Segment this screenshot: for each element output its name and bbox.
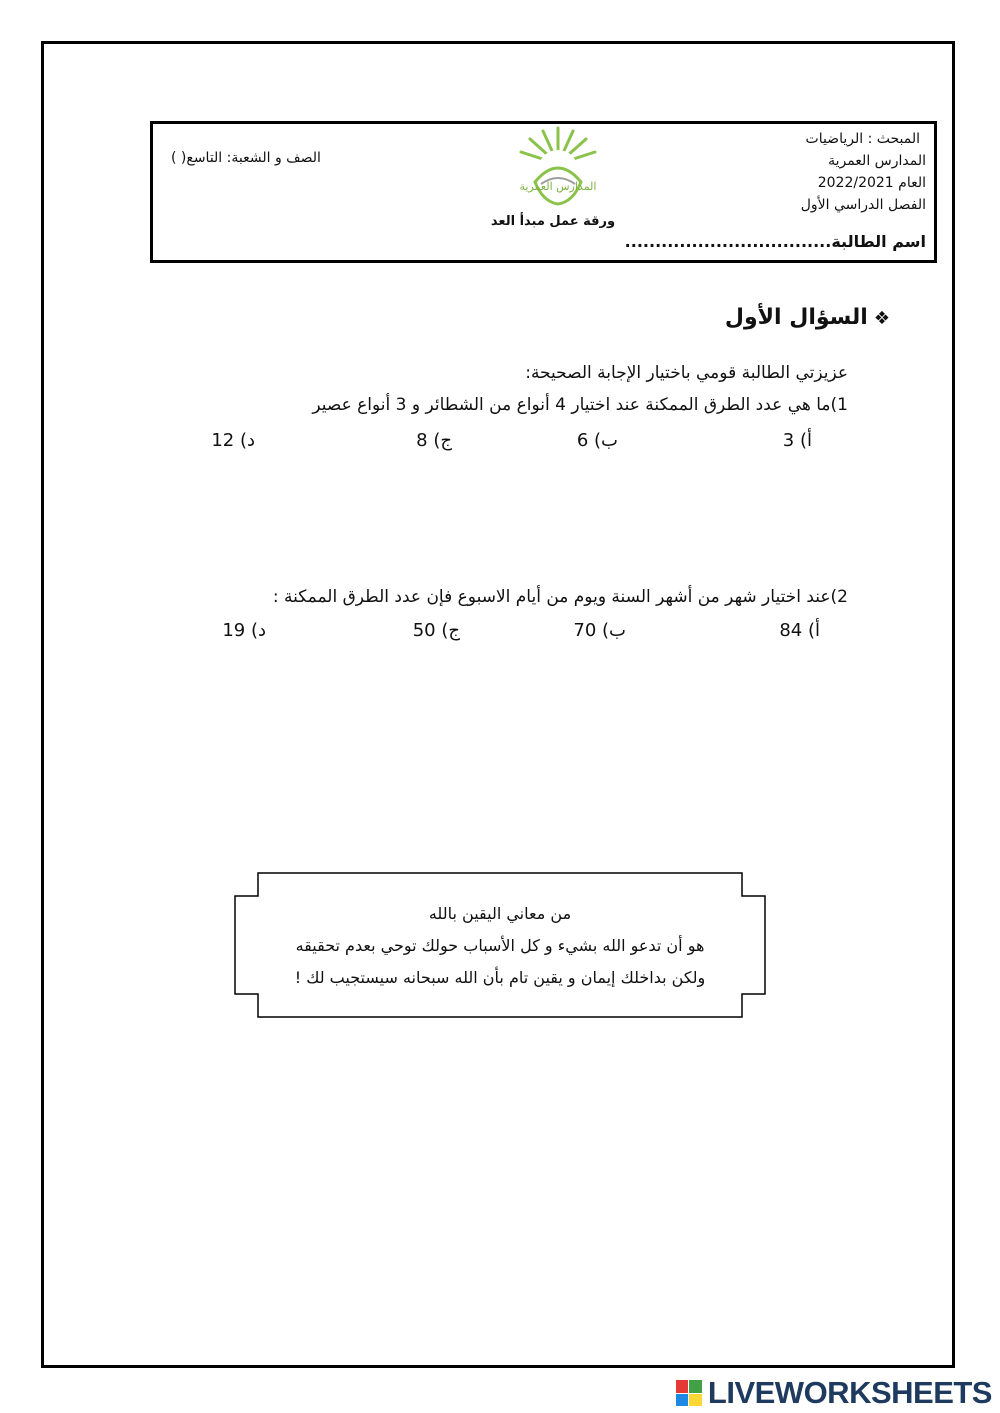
quote-text bbox=[254, 898, 746, 994]
school-logo bbox=[513, 124, 603, 212]
school-name: المدارس العمرية bbox=[828, 153, 926, 169]
brand-icon bbox=[676, 1380, 702, 1406]
question-heading-text: السؤال الأول bbox=[724, 305, 868, 330]
q2-option-d[interactable]: د) 19 bbox=[222, 620, 266, 641]
academic-year: العام 2022/2021 bbox=[817, 175, 926, 191]
subject-label: المبحث : الرياضيات bbox=[805, 131, 920, 147]
liveworksheets-logo[interactable] bbox=[676, 1376, 992, 1410]
q2-option-a[interactable]: أ) 84 bbox=[779, 620, 820, 641]
semester-label: الفصل الدراسي الأول bbox=[800, 197, 926, 213]
q2-option-c[interactable]: ج) 50 bbox=[412, 620, 460, 641]
question-heading bbox=[725, 305, 890, 330]
q1-option-a[interactable]: أ) 3 bbox=[782, 430, 812, 451]
worksheet-header bbox=[150, 121, 937, 263]
q2-option-b[interactable]: ب) 70 bbox=[573, 620, 626, 641]
quote-line-2: هو أن تدعو الله بشيء و كل الأسباب حولك توحي بعدم تحقيقه bbox=[295, 936, 705, 955]
quote-line-3: ولكن بداخلك إيمان و يقين تام بأن الله سبحانه سيستجيب لك ! bbox=[294, 968, 706, 987]
instruction-text: عزيزتي الطالبة قومي باختيار الإجابة الصحيحة: bbox=[525, 363, 848, 383]
quote-line-1: من معاني اليقين بالله bbox=[428, 904, 572, 923]
question-2-text: 2)عند اختيار شهر من أشهر السنة ويوم من أيام الاسبوع فإن عدد الطرق الممكنة : bbox=[272, 587, 848, 607]
question-1-text: 1)ما هي عدد الطرق الممكنة عند اختيار 4 أنواع من الشطائر و 3 أنواع عصير bbox=[312, 395, 848, 415]
header-info bbox=[801, 128, 926, 216]
brand-text: LIVEWORKSHEETS bbox=[707, 1375, 992, 1410]
diamond-bullet-icon: ❖ bbox=[873, 308, 890, 329]
q1-option-c[interactable]: ج) 8 bbox=[416, 430, 452, 451]
quote-box bbox=[234, 872, 766, 1018]
logo-text: المدارس العمرية bbox=[519, 180, 597, 193]
worksheet-title: ورقة عمل مبدأ العد bbox=[490, 214, 616, 229]
q1-option-b[interactable]: ب) 6 bbox=[576, 430, 618, 451]
class-section-label: الصف و الشعبة: التاسع( ) bbox=[171, 150, 321, 166]
student-name-field[interactable]: اسم الطالبة.................................. bbox=[624, 232, 926, 251]
q1-option-d[interactable]: د) 12 bbox=[211, 430, 255, 451]
